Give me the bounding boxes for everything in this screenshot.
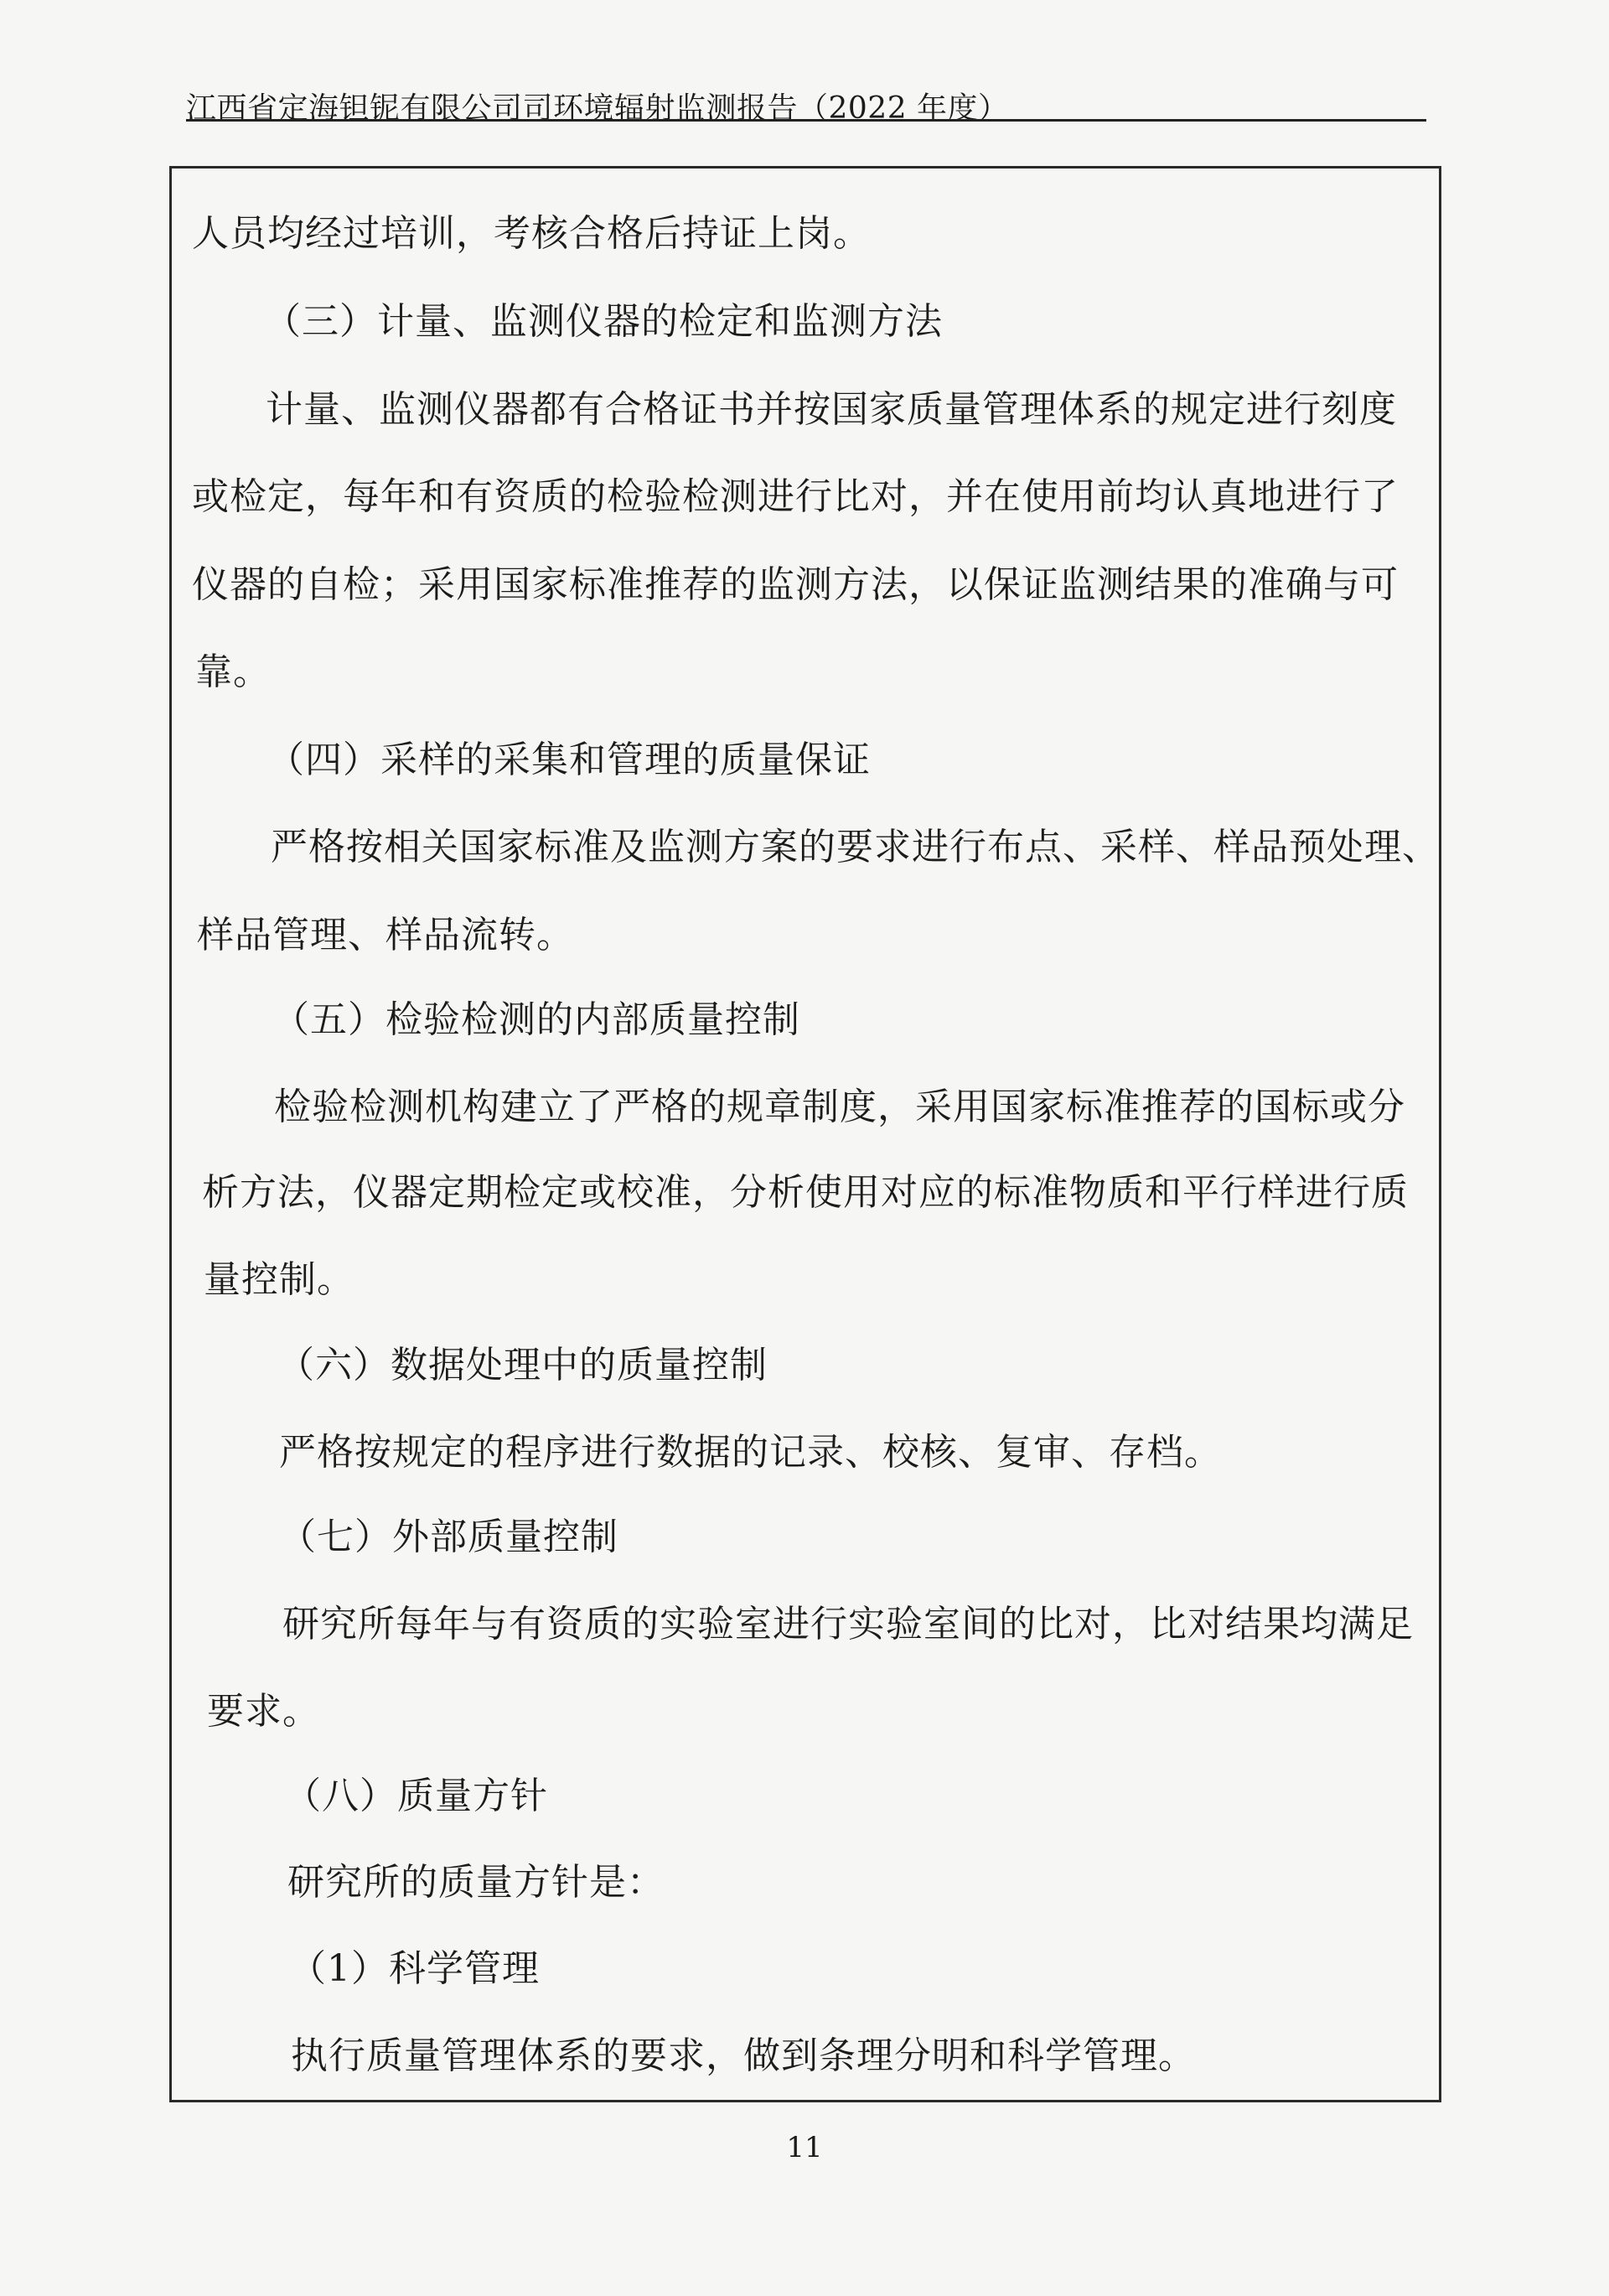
header-divider [186,119,1426,122]
section-heading-6: （六）数据处理中的质量控制 [277,1344,768,1386]
section-heading-8: （八）质量方针 [284,1775,548,1817]
body-line-6: 靠。 [195,650,271,693]
body-line-15: 严格按规定的程序进行数据的记录、校核、复审、存档。 [279,1431,1222,1474]
body-line-5: 仪器的自检；采用国家标准推荐的监测方法，以保证监测结果的准确与可 [192,563,1399,606]
subsection-heading-1: （1）科学管理 [289,1947,540,1990]
body-line-17: 研究所每年与有资质的实验室进行实验室间的比对，比对结果均满足 [282,1603,1414,1646]
body-line-11: 检验检测机构建立了严格的规章制度，采用国家标准推荐的国标或分 [274,1086,1405,1128]
body-line-8: 严格按相关国家标准及监测方案的要求进行布点、采样、样品预处理、 [271,826,1440,868]
section-heading-4: （四）采样的采集和管理的质量保证 [267,739,871,781]
body-line-12: 析方法，仪器定期检定或校准，分析使用对应的标准物质和平行样进行质 [202,1171,1409,1214]
section-heading-5: （五）检验检测的内部质量控制 [272,998,800,1041]
report-header-title: 江西省定海钽铌有限公司司环境辐射监测报告（2022 年度） [186,91,1009,126]
body-line-4: 或检定，每年和有资质的检验检测进行比对，并在使用前均认真地进行了 [192,475,1399,518]
body-line-22: 执行质量管理体系的要求，做到条理分明和科学管理。 [291,2034,1196,2077]
body-line-3: 计量、监测仪器都有合格证书并按国家质量管理体系的规定进行刻度 [266,388,1397,431]
section-heading-7: （七）外部质量控制 [279,1516,618,1558]
body-line-18: 要求。 [207,1690,320,1733]
body-line-1: 人员均经过培训，考核合格后持证上岗。 [192,212,871,255]
body-line-13: 量控制。 [204,1258,354,1301]
content-frame [169,166,1441,2102]
section-heading-3: （三）计量、监测仪器的检定和监测方法 [264,300,943,343]
body-line-9: 样品管理、样品流转。 [197,914,574,956]
body-line-20: 研究所的质量方针是： [287,1861,665,1904]
page-number: 11 [786,2131,823,2164]
